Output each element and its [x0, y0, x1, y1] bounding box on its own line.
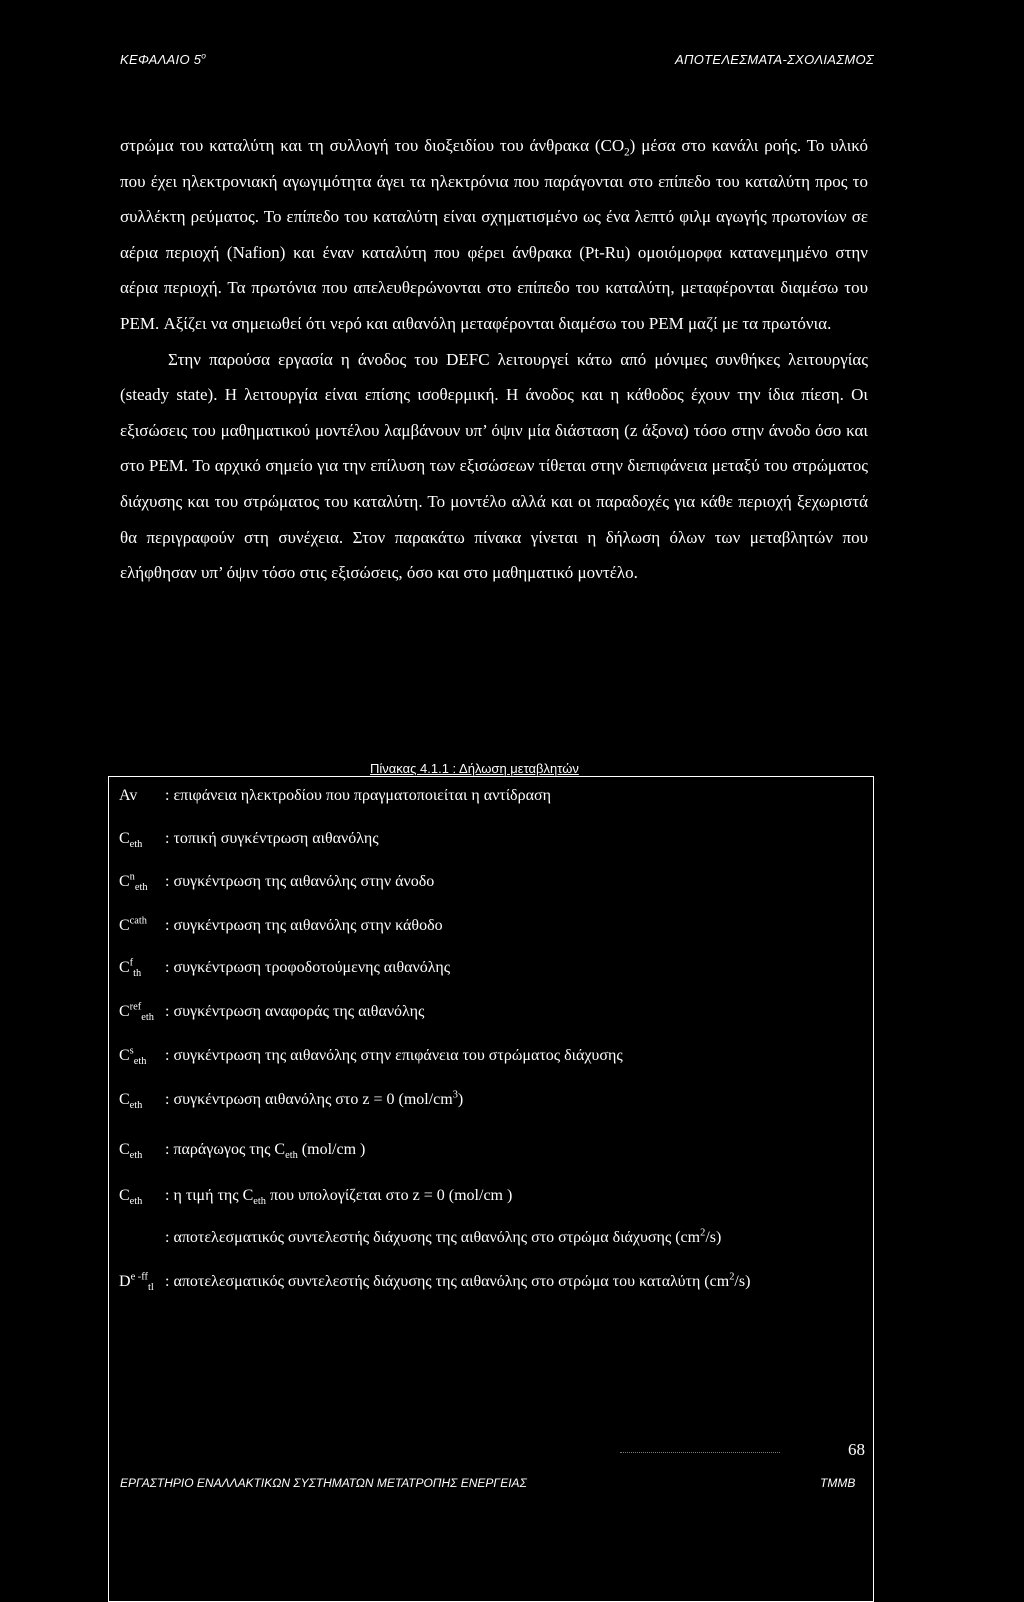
header-section: ΑΠΟΤΕΛΕΣΜΑΤΑ-ΣΧΟΛΙΑΣΜΟΣ — [675, 52, 874, 67]
variable-symbol: $C_{eth}$ — [119, 1091, 143, 1112]
variable-definition: : συγκέντρωση αναφοράς της αιθανόλης — [165, 1003, 425, 1020]
variable-definition: : επιφάνεια ηλεκτροδίου που πραγματοποιείται η αντίδραση — [165, 787, 551, 804]
table-caption: Πίνακας 4.1.1 : Δήλωση μεταβλητών — [370, 761, 579, 776]
variable-symbol: $C_{eth}$ — [119, 830, 143, 851]
variable-definition: : αποτελεσματικός συντελεστής διάχυσης της αιθανόλης στο στρώμα διάχυσης $(cm^2/s)$ — [165, 1227, 722, 1246]
footer-divider — [620, 1452, 780, 1453]
variable-symbol: $C^n_{eth}$ — [119, 871, 148, 894]
variable-symbol: $C^{cath}$ — [119, 915, 147, 934]
paragraph-1: στρώμα του καταλύτη και τη συλλογή του διοξειδίου του άνθρακα $(CO_2)$ μέσα στο κανάλι ροής. Το υλικό που έχει ηλεκτρονιακή αγωγιμότητα άγει τα ηλεκτρόνια που παράγονται στο επίπεδο του καταλύτη προς το συλλέκτη ρεύματος. Το επίπεδο του καταλύτη είναι σχηματισμένο ως ένα λεπτό φιλμ αγωγής πρωτονίων σε αέρια περιοχή (Nafion) και έναν καταλύτη που φέρει άνθρακα (Pt-Ru) ομοιόμορφα κατανεμημένο στην αέρια περιοχή. Τα πρωτόνια που απελευθερώνονται στο επίπεδο του καταλύτη, μεταφέρονται διαμέσω του PEM. Αξίζει να σημειωθεί ότι νερό και αιθανόλη μεταφέρονται διαμέσω του PEM μαζί με τα πρωτόνια. — [120, 136, 868, 333]
variable-definition: : παράγωγος της $C_{eth}$ (mol/cm ) — [165, 1141, 366, 1162]
variable-definition: : τοπική συγκέντρωση αιθανόλης — [165, 830, 379, 847]
page-number: 68 — [848, 1440, 865, 1459]
variable-symbol: Av — [119, 787, 138, 804]
variable-symbol: $C^s_{eth}$ — [119, 1045, 147, 1068]
variable-definition: : η τιμή της $C_{eth}$ που υπολογίζεται στο z = 0 (mol/cm ) — [165, 1187, 513, 1208]
paragraph-2: Στην παρούσα εργασία η άνοδος του DEFC λειτουργεί κάτω από μόνιμες συνθήκες λειτουργίας (steady state). Η λειτουργία είναι επίσης ισοθερμική. Η άνοδος και η κάθοδος έχουν την ίδια πίεση. Οι εξισώσεις του μαθηματικού μοντέλου λαμβάνουν υπ’ όψιν μία διάσταση (z άξονα) τόσο στην άνοδο όσο και στο PEM. Το αρχικό σημείο για την επίλυση των εξισώσεων τίθεται στην διεπιφάνεια μεταξύ του στρώματος διάχυσης και του στρώματος του καταλύτη. Το μοντέλο αλλά και οι παραδοχές για κάθε περιοχή ξεχωριστά θα περιγραφούν στη συνέχεια. Στον παρακάτω πίνακα γίνεται η δήλωση όλων των μεταβλητών που ελήφθησαν υπ’ όψιν τόσο στις εξισώσεις, όσο και στο μαθηματικό μοντέλο. — [120, 349, 868, 583]
footer-dept: ΤΜΜΒ — [820, 1476, 856, 1490]
variable-definition: : συγκέντρωση τροφοδοτούμενης αιθανόλης — [165, 959, 451, 976]
variable-symbol: $C_{eth}$ — [119, 1141, 143, 1162]
header-chapter: ΚΕΦΑΛΑΙΟ $5^o$ — [120, 50, 207, 67]
variable-definition: : αποτελεσματικός συντελεστής διάχυσης της αιθανόλης στο στρώμα του καταλύτη $(cm^2/s)$ — [165, 1271, 751, 1290]
variable-definition: : συγκέντρωση αιθανόλης στο z = 0 $(mol/cm^3)$ — [165, 1089, 464, 1108]
footer-lab: ΕΡΓΑΣΤΗΡΙΟ ΕΝΑΛΛΑΚΤΙΚΩΝ ΣΥΣΤΗΜΑΤΩΝ ΜΕΤΑΤΡΟΠΗΣ ΕΝΕΡΓΕΙΑΣ — [120, 1476, 527, 1490]
body-text — [120, 128, 868, 591]
variable-symbol: $C^f_{th}$ — [119, 957, 142, 980]
variable-symbol: $C^{ref}_{eth}$ — [119, 1001, 154, 1024]
variable-symbol: $D^{e -ff}_{tl}$ — [119, 1271, 154, 1294]
variable-definition: : συγκέντρωση της αιθανόλης στην επιφάνεια του στρώματος διάχυσης — [165, 1047, 623, 1064]
variable-symbol: $C_{eth}$ — [119, 1187, 143, 1208]
variable-definition: : συγκέντρωση της αιθανόλης στην κάθοδο — [165, 917, 443, 934]
variable-definition: : συγκέντρωση της αιθανόλης στην άνοδο — [165, 873, 435, 890]
